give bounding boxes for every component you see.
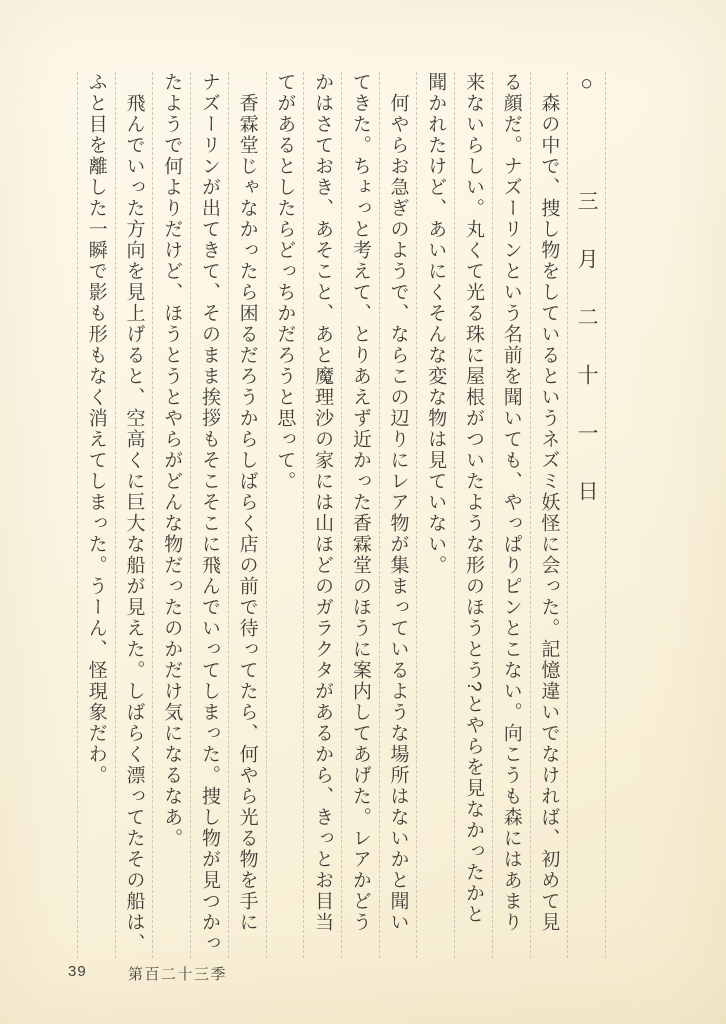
column-slot xyxy=(116,72,154,958)
text-column: 来ないらしい。丸くて光る珠に屋根がついたような形のほうとう?とやらを見なかったかと xyxy=(462,72,484,925)
text-column: る顔だ。ナズーリンという名前を聞いても、やっぱりピンとこない。向こうも森にはあまり xyxy=(500,72,522,933)
page-footer xyxy=(0,963,726,987)
page-number: 39 xyxy=(68,963,87,980)
text-column: 森の中で、捜し物をしているというネズミ妖怪に会った。記憶違いでなければ、初めて見 xyxy=(538,72,560,933)
column-slot xyxy=(304,72,342,958)
column-slot xyxy=(267,72,305,958)
text-column: 聞かれたけど、あいにくそんな変な物は見ていない。 xyxy=(425,72,447,576)
text-column: ふと目を離した一瞬で影も形もなく消えてしまった。うーん、怪現象だわ。 xyxy=(85,72,107,786)
column-slot xyxy=(229,72,267,958)
text-column: たようで何よりだけど、ほうとうとやらがどんな物だったのかだけ気になるなあ。 xyxy=(161,72,183,849)
column-slot xyxy=(191,72,229,958)
column-slot xyxy=(417,72,455,958)
column-slot xyxy=(493,72,531,958)
text-column: 飛んでいった方向を見上げると、空高くに巨大な船が見えた。しばらく漂ってたその船は、 xyxy=(123,72,145,954)
column-slot xyxy=(78,72,116,958)
column-slot xyxy=(531,72,569,958)
text-column: ナズーリンが出てきて、そのまま挨拶もそこそこに飛んでいってしまった。捜し物が見つかっ xyxy=(198,72,220,954)
entry-date-title: ○ 三月二十一日 xyxy=(575,72,599,538)
volume-label: 第百二十三季 xyxy=(128,966,228,983)
text-column: てきた。ちょっと考えて、とりあえず近かった香霖堂のほうに案内してあげた。レアかどう xyxy=(349,72,371,933)
column-slot xyxy=(153,72,191,958)
text-column: かはさておき、あそこと、あと魔理沙の家には山ほどのガラクタがあるから、きっとお目当 xyxy=(312,72,334,933)
column-slot xyxy=(380,72,418,958)
text-column: 何やらお急ぎのようで、ならこの辺りにレア物が集まっているような場所はないかと聞い xyxy=(387,72,409,933)
column-slot xyxy=(455,72,493,958)
text-column: 香霖堂じゃなかったら困るだろうからしばらく店の前で待ってたら、何やら光る物を手に xyxy=(236,72,258,933)
column-slot-title xyxy=(568,72,606,958)
column-slot xyxy=(342,72,380,958)
text-area xyxy=(77,72,606,958)
text-column: てがあるとしたらどっちかだろうと思って。 xyxy=(274,72,296,492)
